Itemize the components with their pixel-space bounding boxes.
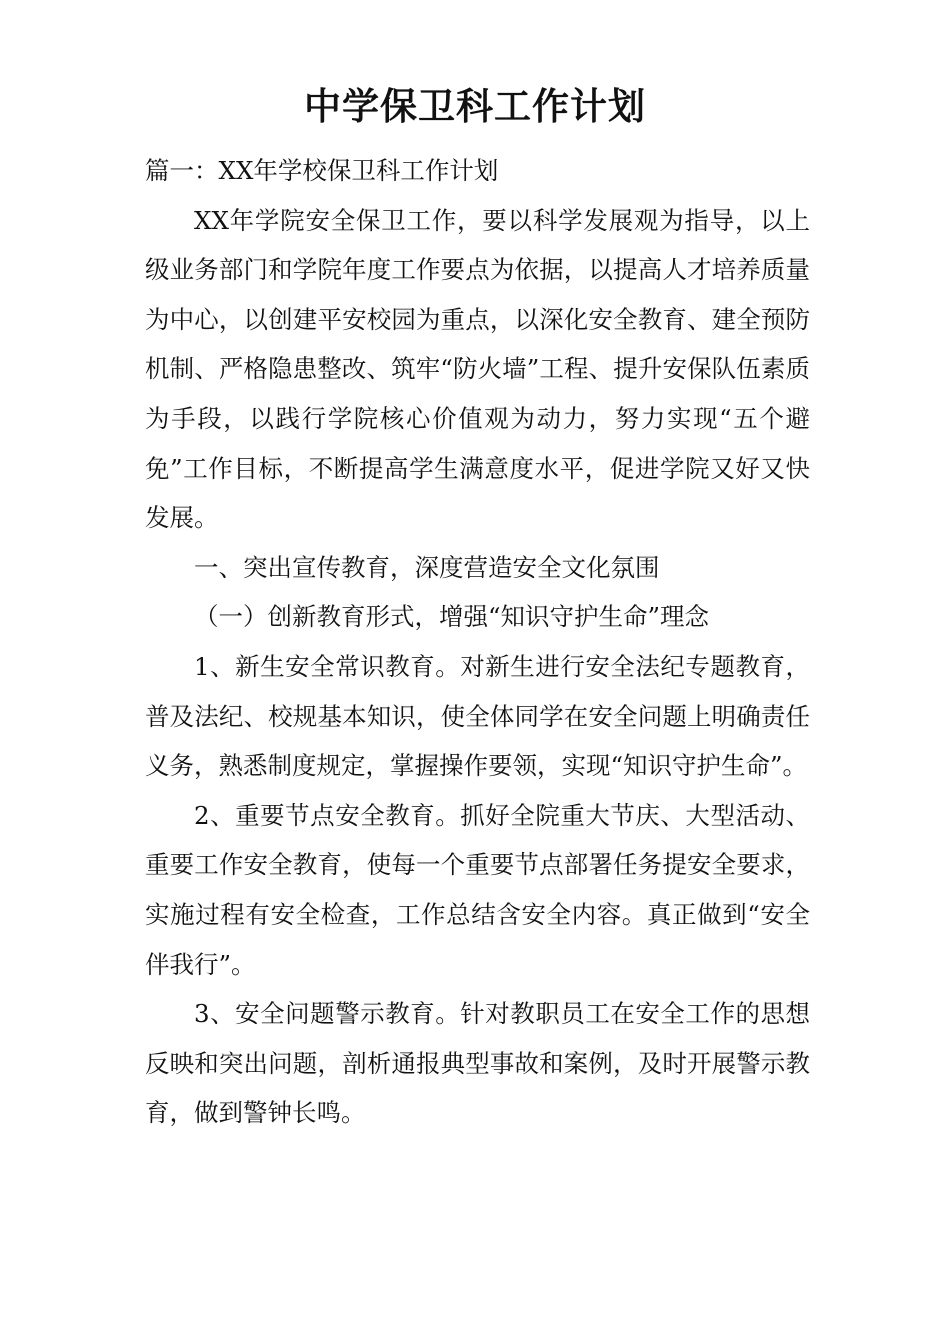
section-heading-one: 一、突出宣传教育，深度营造安全文化氛围 — [194, 552, 660, 582]
item-paragraph-2: 2、重要节点安全教育。抓好全院重大节庆、大型活动、重要工作安全教育，使每一个重要节点部署任务提安全要求，实施过程有安全检查，工作总结含安全内容。真正做到“安全伴我行”。 — [145, 800, 810, 979]
item-paragraph-3: 3、安全问题警示教育。针对教职员工在安全工作的思想反映和突出问题，剖析通报典型事故和案例，及时开展警示教育，做到警钟长鸣。 — [145, 999, 810, 1128]
section-heading-part-one: 篇一：XX年学校保卫科工作计划 — [145, 156, 499, 185]
intro-paragraph: XX年学院安全保卫工作，要以科学发展观为指导，以上级业务部门和学院年度工作要点为依据，以提高人才培养质量为中心，以创建平安校园为重点，以深化安全教育、建全预防机制、严格隐患整改、筑牢“防火墙”工程、提升安保队伍素质为手段，以践行学院核心价值观为动力，努力实现“五个避免”工作目标，不断提高学生满意度水平，促进学院又好又快发展。 — [145, 205, 810, 533]
subsection-heading-one: （一）创新教育形式，增强“知识守护生命”理念 — [194, 602, 710, 632]
item-paragraph-1: 1、新生安全常识教育。对新生进行安全法纪专题教育，普及法纪、校规基本知识，使全体同学在安全问题上明确责任义务，熟悉制度规定，掌握操作要领，实现“知识守护生命”。 — [145, 651, 810, 781]
document-title: 中学保卫科工作计划 — [304, 84, 646, 128]
document-body — [145, 146, 810, 1138]
